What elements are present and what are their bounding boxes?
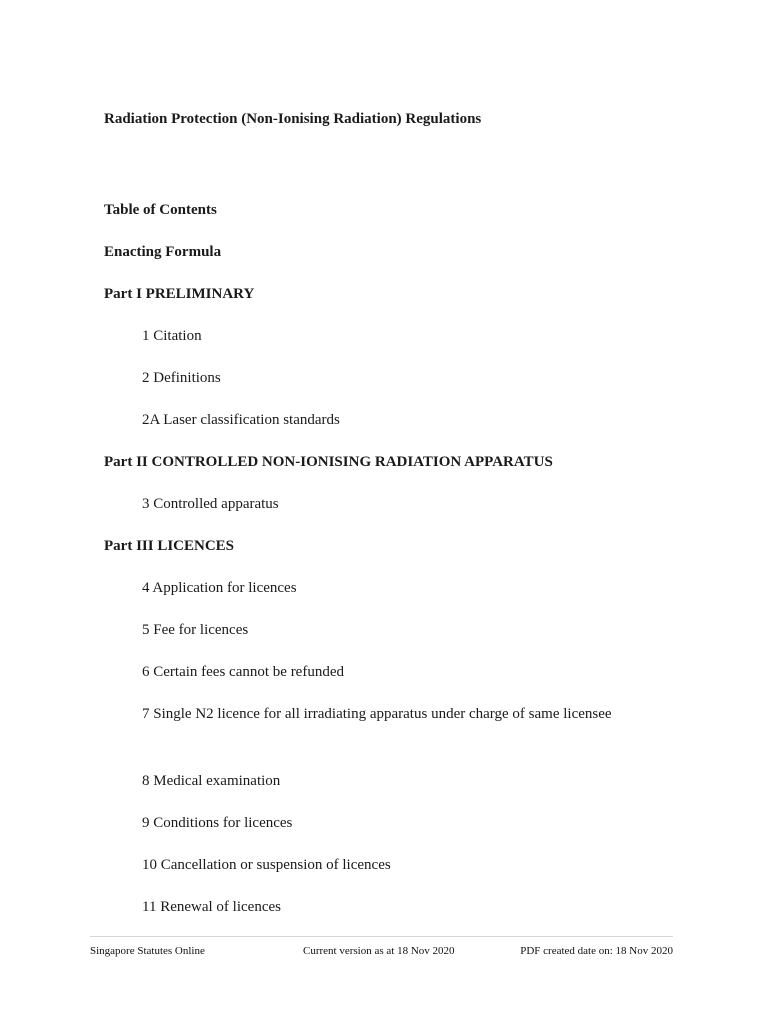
- toc-item-laser-classification: 2A Laser classification standards: [142, 412, 340, 428]
- toc-item-controlled-apparatus: 3 Controlled apparatus: [142, 496, 279, 512]
- toc-item-fee-for-licences: 5 Fee for licences: [142, 622, 249, 638]
- toc-item-definitions: 2 Definitions: [142, 370, 221, 386]
- toc-item-renewal-of-licences: 11 Renewal of licences: [142, 899, 281, 915]
- toc-item-single-n2-licence: 7 Single N2 licence for all irradiating apparatus under charge of same licensee: [142, 706, 612, 722]
- toc-item-fees-not-refunded: 6 Certain fees cannot be refunded: [142, 664, 344, 680]
- footer-source: Singapore Statutes Online: [90, 945, 205, 957]
- toc-heading-enacting-formula: Enacting Formula: [104, 244, 222, 260]
- toc-heading-part-3: Part III LICENCES: [104, 538, 235, 554]
- toc-item-citation: 1 Citation: [142, 328, 202, 344]
- toc-heading-part-2: Part II CONTROLLED NON-IONISING RADIATION APPARATUS: [104, 454, 553, 470]
- document-title: Radiation Protection (Non-Ionising Radiation) Regulations: [104, 111, 482, 127]
- footer-pdf-created: PDF created date on: 18 Nov 2020: [520, 945, 673, 957]
- footer-current-version: Current version as at 18 Nov 2020: [303, 945, 455, 957]
- toc-item-application-for-licences: 4 Application for licences: [142, 580, 297, 596]
- toc-item-medical-examination: 8 Medical examination: [142, 773, 281, 789]
- toc-heading-part-1: Part I PRELIMINARY: [104, 286, 255, 302]
- page-footer: [90, 936, 673, 957]
- toc-heading-table-of-contents: Table of Contents: [104, 202, 217, 218]
- table-of-contents: [104, 198, 664, 937]
- toc-item-cancellation-suspension: 10 Cancellation or suspension of licences: [142, 857, 391, 873]
- toc-item-conditions-for-licences: 9 Conditions for licences: [142, 815, 293, 831]
